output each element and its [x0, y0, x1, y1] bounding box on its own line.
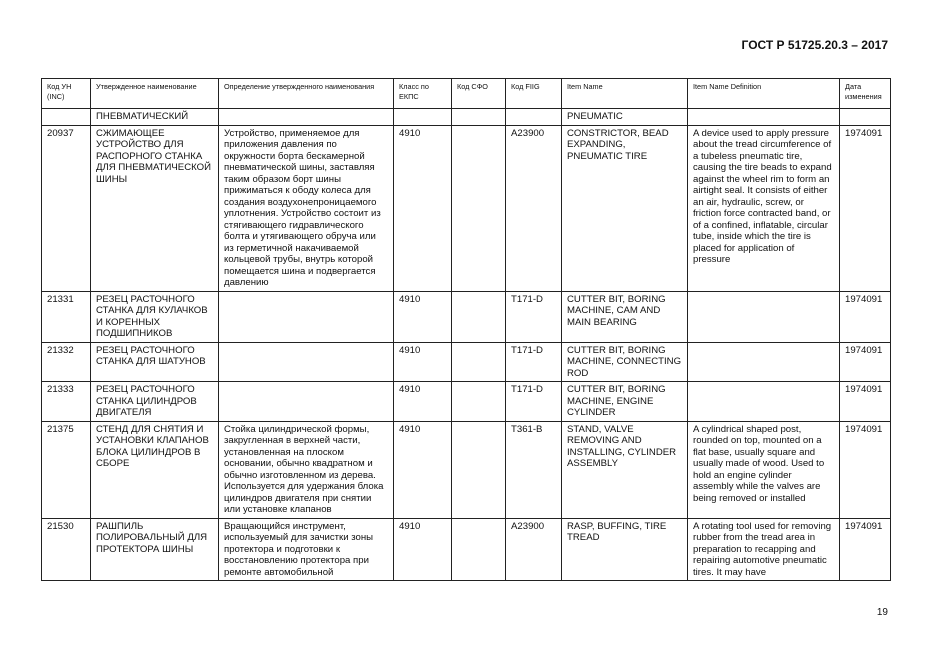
cell-name-ru: СТЕНД ДЛЯ СНЯТИЯ И УСТАНОВКИ КЛАПАНОВ БЛОКА ЦИЛИНДРОВ В СБОРЕ	[91, 421, 219, 518]
cell-date: 1974091	[840, 125, 891, 291]
cell-sfo	[452, 518, 506, 581]
cell-name-ru: РЕЗЕЦ РАСТОЧНОГО СТАНКА ДЛЯ ШАТУНОВ	[91, 342, 219, 382]
cell-date: 1974091	[840, 518, 891, 581]
cell-item-name: STAND, VALVE REMOVING AND INSTALLING, CYLINDER ASSEMBLY	[562, 421, 688, 518]
cell-definition-ru: Устройство, применяемое для приложения давления по окружности борта бескамерной пневматической шины, заставляя таким образом борт шины прижиматься к ободу колеса для создания воздухонепроницаемого уплотнения. Устройство состоит из стягивающего гидравлического болта и утягивающего обруча или из герметичной накачиваемой кольцевой трубы, внутрь которой помещается шина и подвергается давлению	[219, 125, 394, 291]
cell-item-name: PNEUMATIC	[562, 109, 688, 126]
cell-definition-ru: Вращающийся инструмент, используемый для зачистки зоны протектора и подготовки к восстановлению протектора при ремонте автомобильной	[219, 518, 394, 581]
cell-inc: 21333	[42, 382, 91, 422]
table-row	[42, 421, 891, 518]
cell-sfo	[452, 125, 506, 291]
document-standard-number: ГОСТ Р 51725.20.3 – 2017	[741, 38, 888, 52]
column-header-change-date: Дата изменения	[840, 79, 891, 109]
table-row	[42, 382, 891, 422]
cell-name-ru: РЕЗЕЦ РАСТОЧНОГО СТАНКА ЦИЛИНДРОВ ДВИГАТЕЛЯ	[91, 382, 219, 422]
cell-date: 1974091	[840, 291, 891, 342]
cell-class: 4910	[394, 342, 452, 382]
cell-item-name: RASP, BUFFING, TIRE TREAD	[562, 518, 688, 581]
cell-definition-en	[688, 382, 840, 422]
cell-date: 1974091	[840, 421, 891, 518]
cell-class: 4910	[394, 125, 452, 291]
cell-inc: 21530	[42, 518, 91, 581]
table-row-continuation	[42, 109, 891, 126]
cell-definition-ru: Стойка цилиндрической формы, закругленная в верхней части, установленная на плоском основании, обычно квадратном и обычно изготовленном из дерева. Используется для удержания блока цилиндров двигателя при снятии или установке клапанов	[219, 421, 394, 518]
column-header-ekps-class: Класс по ЕКПС	[394, 79, 452, 109]
cell-sfo	[452, 382, 506, 422]
cell-definition-en: A rotating tool used for removing rubber from the tread area in preparation to recapping and repairing automotive pneumatic tires. It may have	[688, 518, 840, 581]
cell-fiig: A23900	[506, 125, 562, 291]
column-header-inc: Код УН (INC)	[42, 79, 91, 109]
cell-sfo	[452, 342, 506, 382]
cell-inc: 21332	[42, 342, 91, 382]
table-row	[42, 291, 891, 342]
table-row	[42, 518, 891, 581]
cell-definition-en	[688, 291, 840, 342]
column-header-approved-name-definition: Определение утвержденного наименования	[219, 79, 394, 109]
column-header-sfo-code: Код СФО	[452, 79, 506, 109]
cell-definition-en: A device used to apply pressure about the tread circumference of a tubeless pneumatic tire, causing the tire beads to expand against the wheel rim to form an airtight seal. It consists of either an air, hydraulic, screw, or friction force contracted band, or of a confined, inflatable, circular tube, inside which the tire is placed for application of pressure	[688, 125, 840, 291]
cell-item-name: CUTTER BIT, BORING MACHINE, CONNECTING ROD	[562, 342, 688, 382]
cell-item-name: CONSTRICTOR, BEAD EXPANDING, PNEUMATIC TIRE	[562, 125, 688, 291]
cell-item-name: CUTTER BIT, BORING MACHINE, CAM AND MAIN BEARING	[562, 291, 688, 342]
cell-inc: 21331	[42, 291, 91, 342]
cell-fiig: T171-D	[506, 291, 562, 342]
cell-name-ru: РЕЗЕЦ РАСТОЧНОГО СТАНКА ДЛЯ КУЛАЧКОВ И КОРЕННЫХ ПОДШИПНИКОВ	[91, 291, 219, 342]
cell-date: 1974091	[840, 382, 891, 422]
cell-fiig: T361-B	[506, 421, 562, 518]
cell-definition-ru	[219, 342, 394, 382]
nomenclature-table	[41, 78, 891, 581]
cell-inc: 21375	[42, 421, 91, 518]
cell-item-name: CUTTER BIT, BORING MACHINE, ENGINE CYLINDER	[562, 382, 688, 422]
cell-class: 4910	[394, 291, 452, 342]
cell-fiig: T171-D	[506, 382, 562, 422]
cell-fiig: A23900	[506, 518, 562, 581]
cell-inc: 20937	[42, 125, 91, 291]
column-header-approved-name: Утвержденное наименование	[91, 79, 219, 109]
cell-definition-ru	[219, 382, 394, 422]
cell-date: 1974091	[840, 342, 891, 382]
cell-class: 4910	[394, 421, 452, 518]
cell-name-ru: ПНЕВМАТИЧЕСКИЙ	[91, 109, 219, 126]
column-header-item-name: Item Name	[562, 79, 688, 109]
column-header-item-name-definition: Item Name Definition	[688, 79, 840, 109]
table-header-row	[42, 79, 891, 109]
cell-name-ru: РАШПИЛЬ ПОЛИРОВАЛЬНЫЙ ДЛЯ ПРОТЕКТОРА ШИНЫ	[91, 518, 219, 581]
cell-sfo	[452, 291, 506, 342]
table-row	[42, 125, 891, 291]
cell-class: 4910	[394, 382, 452, 422]
cell-name-ru: СЖИМАЮЩЕЕ УСТРОЙСТВО ДЛЯ РАСПОРНОГО СТАНКА ДЛЯ ПНЕВМАТИЧЕСКОЙ ШИНЫ	[91, 125, 219, 291]
cell-fiig: T171-D	[506, 342, 562, 382]
page-number: 19	[876, 607, 888, 618]
cell-definition-ru	[219, 291, 394, 342]
cell-definition-en: A cylindrical shaped post, rounded on top, mounted on a flat base, usually square and usually made of wood. Used to hold an engine cylinder assembly while the valves are being removed or installed	[688, 421, 840, 518]
cell-definition-en	[688, 342, 840, 382]
table-row	[42, 342, 891, 382]
cell-class: 4910	[394, 518, 452, 581]
column-header-fiig-code: Код FIIG	[506, 79, 562, 109]
cell-sfo	[452, 421, 506, 518]
